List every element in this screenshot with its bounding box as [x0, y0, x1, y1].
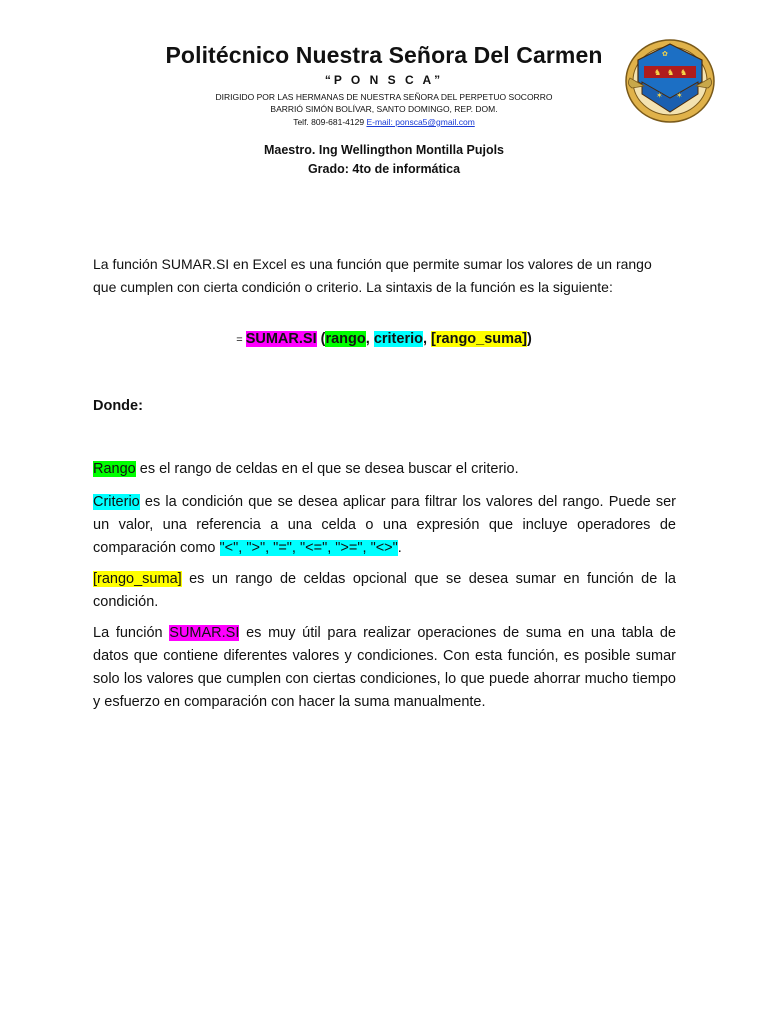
formula-arg-criterio: criterio — [373, 331, 423, 347]
formula-syntax — [0, 331, 768, 347]
definition-criterio — [93, 491, 676, 560]
formula-separator-2: , — [422, 331, 432, 347]
definition-criterio-end: . — [397, 540, 402, 556]
definition-rango-text: es el rango de celdas en el que se desea buscar el criterio. — [135, 461, 519, 477]
svg-text:✶: ✶ — [676, 91, 683, 100]
term-sumar-si: SUMAR.SI — [169, 625, 240, 641]
svg-text:✶: ✶ — [656, 91, 663, 100]
term-rango-suma: [rango_suma] — [93, 571, 182, 587]
formula-close-paren: ) — [526, 331, 532, 347]
formula-function-name: SUMAR.SI — [245, 331, 317, 347]
teacher-name: Maestro. Ing Wellingthon Montilla Pujols — [263, 143, 505, 157]
definition-rango-suma-text: es un rango de celdas opcional que se desea sumar en función de la condición. — [93, 571, 676, 610]
header-line-2: BARRIÓ SIMÓN BOLÍVAR, SANTO DOMINGO, REP. DOM. — [270, 104, 498, 114]
donde-heading: Donde: — [93, 398, 143, 414]
school-motto: “P O N S C A” — [324, 73, 444, 87]
term-rango: Rango — [93, 461, 136, 477]
formula-equals: = — [236, 334, 246, 346]
intro-paragraph: La función SUMAR.SI en Excel es una función que permite sumar los valores de un rango que cumplen con cierta condición o criterio. La sintaxis de la función es la siguiente: — [93, 256, 652, 295]
grade-label: Grado: 4to de informática — [307, 162, 461, 176]
school-crest-logo — [624, 38, 716, 124]
formula-open-paren: ( — [316, 331, 326, 347]
comparison-operators: "<", ">", "=", "<=", ">=", "<>" — [219, 540, 398, 556]
header-line-1: DIRIGIDO POR LAS HERMANAS DE NUESTRA SEÑORA DEL PERPETUO SOCORRO — [215, 92, 553, 102]
formula-separator-1: , — [365, 331, 374, 347]
svg-text:♞: ♞ — [667, 68, 675, 77]
definition-rango — [93, 458, 676, 481]
svg-text:♞: ♞ — [680, 68, 688, 77]
svg-text:✿: ✿ — [662, 50, 668, 58]
svg-text:♞: ♞ — [654, 68, 662, 77]
email-link[interactable]: E-mail: ponsca5@gmail.com — [366, 117, 475, 127]
term-criterio: Criterio — [93, 494, 140, 510]
formula-arg-rango: rango — [325, 331, 366, 347]
formula-arg-rango-suma: [rango_suma] — [431, 331, 527, 347]
summary-prefix: La función — [93, 625, 170, 641]
phone-text: Telf. 809-681-4129 — [293, 117, 365, 127]
definition-rango-suma — [93, 568, 676, 614]
summary-paragraph — [93, 622, 676, 714]
definition-criterio-text: es la condición que se desea aplicar para filtrar los valores del rango. Puede ser un valor, una referencia a una celda o una expresión que incluye operadores de comparación como — [93, 494, 676, 556]
summary-text: es muy útil para realizar operaciones de suma en una tabla de datos que contiene diferentes valores y condiciones. Con esta función, es posible sumar solo los valores que cumplen con ciertas condiciones, lo que puede ahorrar mucho tiempo y esfuerzo en comparación con hacer la suma manualmente. — [93, 625, 676, 710]
school-title: Politécnico Nuestra Señora Del Carmen — [165, 42, 603, 68]
